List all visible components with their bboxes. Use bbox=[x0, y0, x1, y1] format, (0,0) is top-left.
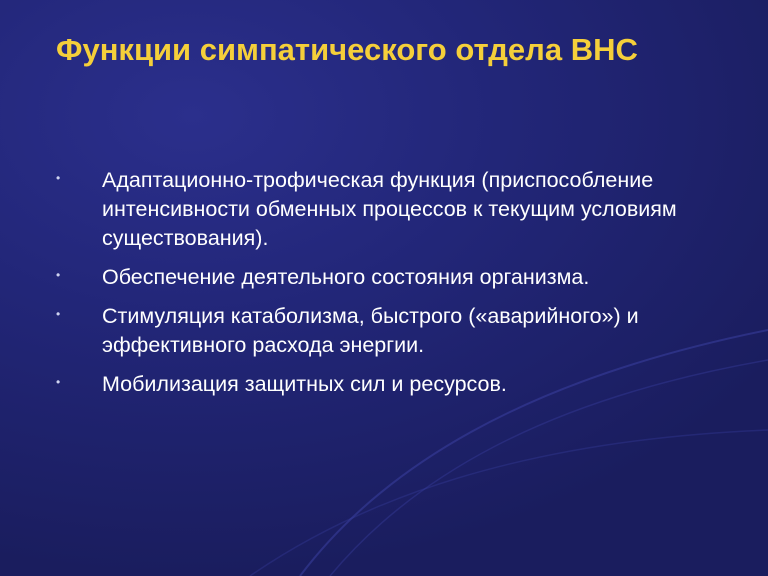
bullet-text: Стимуляция катаболизма, быстрого («аварийного») и эффективного расхода энергии. bbox=[102, 304, 639, 357]
bullet-icon: • bbox=[56, 375, 61, 389]
list-item bbox=[56, 263, 696, 292]
bullet-text: Обеспечение деятельного состояния организма. bbox=[102, 265, 590, 289]
bullet-icon: • bbox=[56, 268, 61, 282]
bullet-text: Мобилизация защитных сил и ресурсов. bbox=[102, 372, 507, 396]
list-item bbox=[56, 370, 696, 399]
bullet-icon: • bbox=[56, 171, 61, 185]
bullet-list bbox=[56, 166, 696, 409]
bullet-text: Адаптационно-трофическая функция (приспособление интенсивности обменных процессов к текущим условиям существования). bbox=[102, 168, 677, 250]
list-item bbox=[56, 302, 696, 360]
bullet-icon: • bbox=[56, 307, 61, 321]
list-item bbox=[56, 166, 696, 253]
slide-title: Функции симпатического отдела ВНС bbox=[56, 32, 638, 67]
